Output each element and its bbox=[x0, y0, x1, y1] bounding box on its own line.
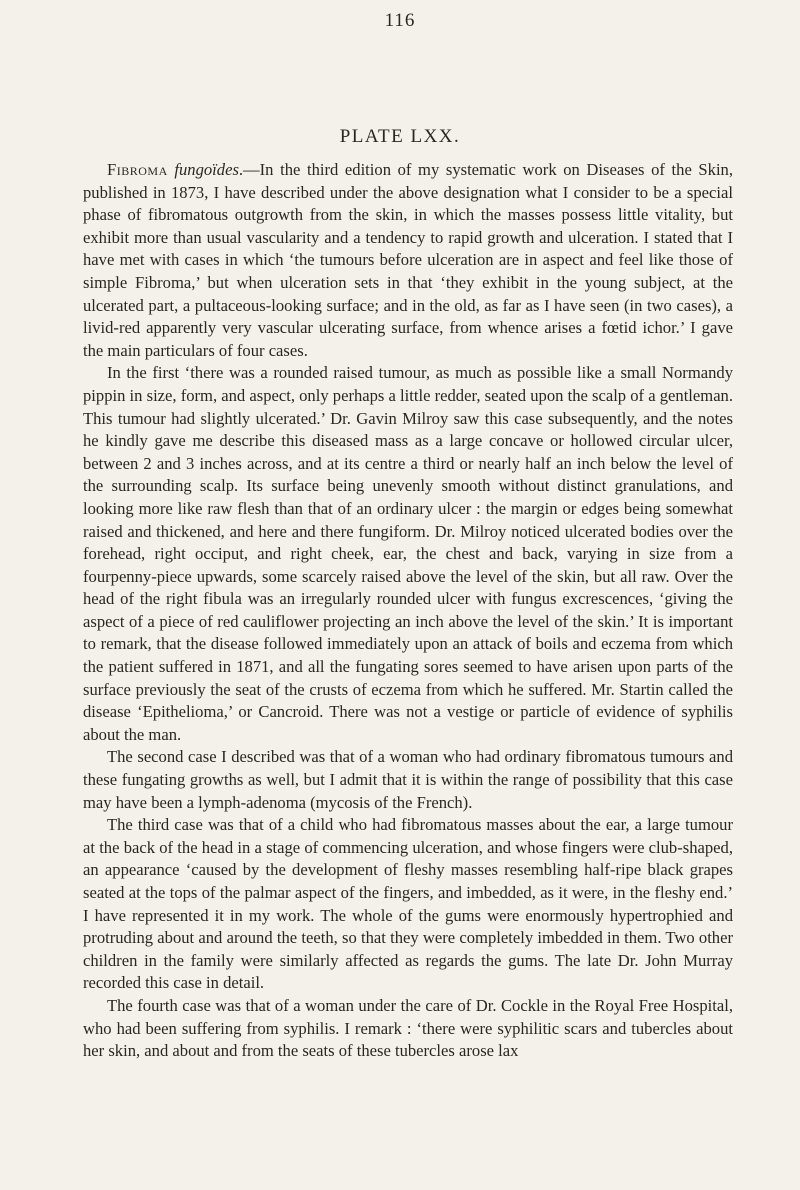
page-number: 116 bbox=[384, 10, 416, 31]
paragraph-third-case: The third case was that of a child who had fibromatous masses about the ear, a large tumour at the back of the head in a stage of commencing ulceration, and whose fingers were club-shaped, an appearance ‘caused by the development of fleshy masses resembling half-ripe black grapes seated at the tops of the palmar aspect of the fingers, and imbedded, as it were, in the fleshy end.’ I have represented it in my work. The whole of the gums were enormously hypertrophied and protruding about and around the teeth, so that they were completely imbedded in them. Two other children in the family were similarly affected as regards the gums. The late Dr. John Murray recorded this case in detail. bbox=[83, 815, 733, 993]
intro-paragraph bbox=[83, 159, 733, 362]
intro-heading: Fibroma bbox=[107, 160, 168, 179]
intro-text: .—In the third edition of my systematic work on Diseases of the Skin, published in 1873, I have described under the above designation what I consider to be a special phase of fibromatous outgrowth from the skin, in which the masses possess little vitality, but exhibit more than usual vascularity and a tendency to rapid growth and ulceration. I stated that I have met with cases in which ‘the tumours before ulceration are in aspect and feel like those of simple Fibroma,’ but when ulceration sets in that ‘they exhibit in the young subject, at the ulcerated part, a pultaceous-looking surface; and in the old, as far as I have seen (in two cases), a livid-red apparently very vascular ulcerating surface, from whence arises a fœtid ichor.’ I gave the main particulars of four cases. bbox=[83, 160, 733, 360]
plate-title: PLATE LXX. bbox=[339, 126, 461, 147]
paragraph-first-case: In the first ‘there was a rounded raised tumour, as much as possible like a small Normandy pippin in size, form, and aspect, only perhaps a little redder, seated upon the scalp of a gentleman. This tumour had slightly ulcerated.’ Dr. Gavin Milroy saw this case subsequently, and the notes he kindly gave me describe this diseased mass as a large concave or hollowed circular ulcer, between 2 and 3 inches across, and at its centre a third or nearly half an inch below the level of the surrounding scalp. Its surface being unevenly smooth without distinct granulations, and looking more like raw flesh than that of an ordinary ulcer : the margin or edges being somewhat raised and thickened, and here and there fungiform. Dr. Milroy noticed ulcerated bodies over the forehead, right occiput, and right cheek, ear, the chest and back, varying in size from a fourpenny-piece upwards, some scarcely raised above the level of the skin, but all raw. Over the head of the right fibula was an irregularly rounded ulcer with fungus excrescences, ‘giving the aspect of a piece of red cauliflower projecting an inch above the level of the skin.’ It is important to remark, that the disease followed immediately upon an attack of boils and eczema from which the patient suffered in 1871, and all the fungating sores seemed to have arisen upon parts of the surface previously the seat of the crusts of eczema from which he suffered. Mr. Startin called the disease ‘Epithelioma,’ or Cancroid. There was not a vestige or particle of evidence of syphilis about the man. bbox=[83, 363, 733, 744]
intro-heading-italic: fungoïdes bbox=[174, 160, 239, 179]
paragraph-second-case: The second case I described was that of a woman who had ordinary fibromatous tumours and these fungating growths as well, but I admit that it is within the range of possibility that this case may have been a lymph-adenoma (mycosis of the French). bbox=[83, 747, 733, 812]
body-text bbox=[83, 159, 733, 1063]
paragraph-fourth-case: The fourth case was that of a woman under the care of Dr. Cockle in the Royal Free Hospital, who had been suffering from syphilis. I remark : ‘there were syphilitic scars and tubercles about her skin, and about and from the seats of these tubercles arose lax bbox=[83, 995, 733, 1061]
